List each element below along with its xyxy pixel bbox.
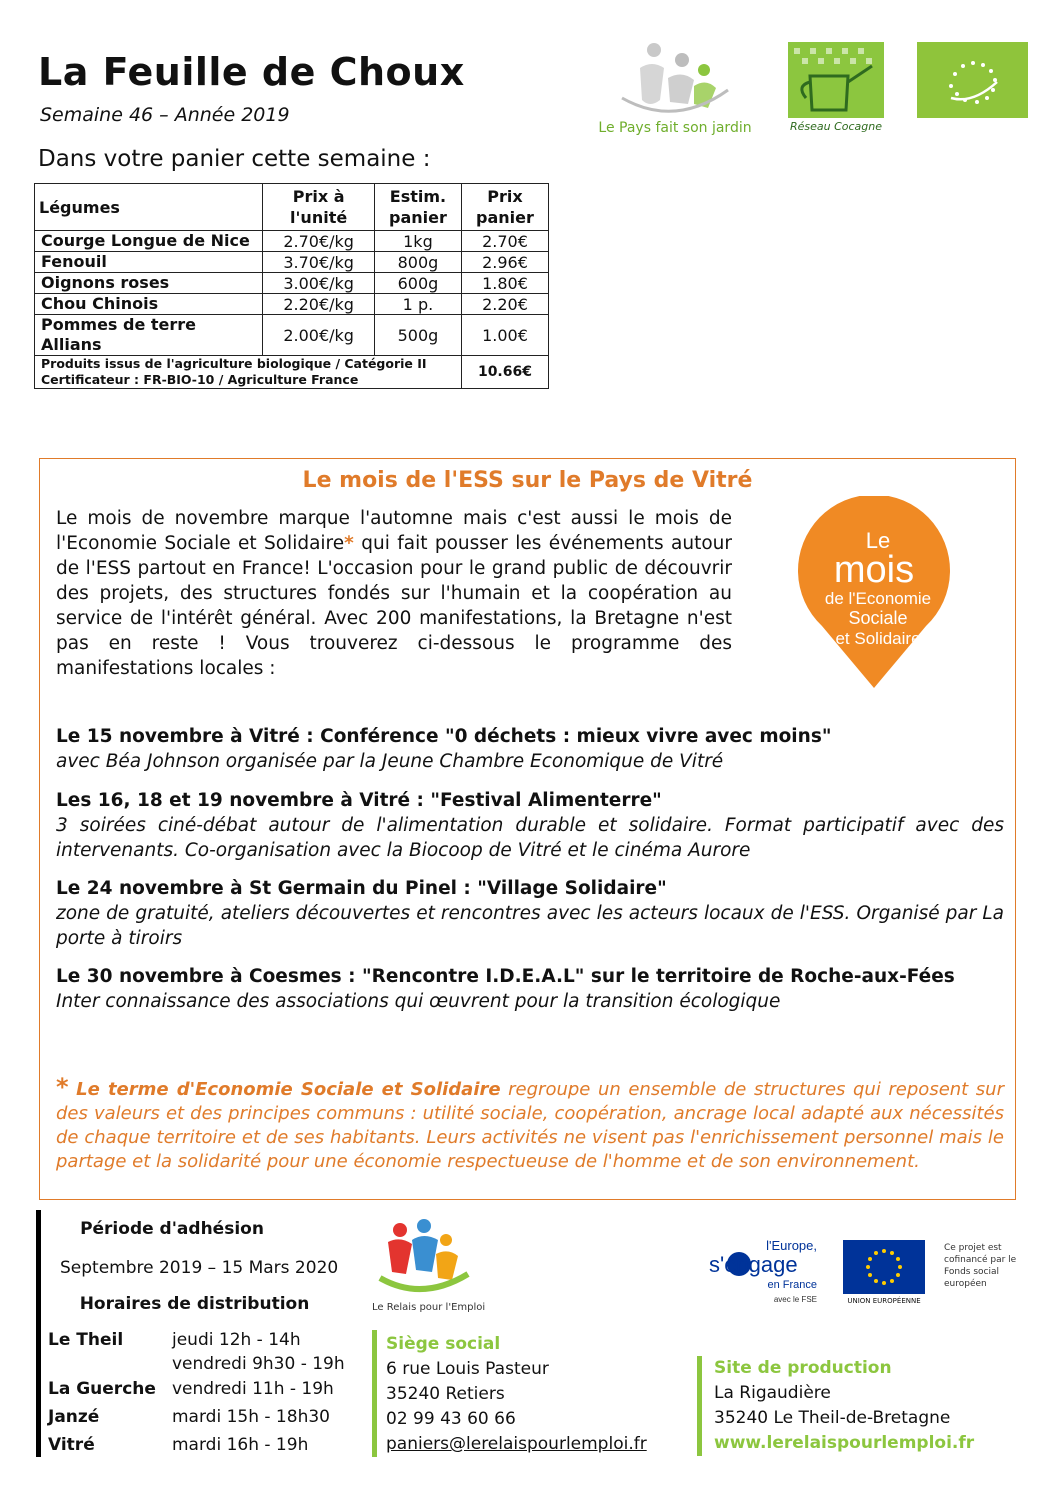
people-icon: [372, 1218, 482, 1302]
estimate: 800g: [374, 252, 461, 273]
page-title: La Feuille de Choux: [38, 50, 465, 94]
distribution-hours: mardi 16h - 19h: [172, 1435, 309, 1455]
distribution-title: Horaires de distribution: [79, 1294, 310, 1314]
gardeners-icon: [590, 38, 760, 120]
event-item: [56, 964, 1004, 1014]
siege-divider: [372, 1330, 377, 1457]
footer-divider: [36, 1210, 41, 1457]
distribution-row: [48, 1377, 334, 1401]
ess-intro-text: [56, 506, 732, 681]
head-office-city: 35240 Retiers: [386, 1384, 505, 1404]
adhesion-title: Période d'adhésion: [80, 1219, 264, 1239]
mois-ess-logo-mois: mois: [833, 549, 915, 591]
unit-price: 2.20€/kg: [263, 294, 375, 315]
distribution-hours: vendredi 11h - 19h: [172, 1379, 334, 1399]
relais-logo-caption: Le Relais pour l'Emploi: [372, 1302, 486, 1313]
event-heading: Le 15 novembre à Vitré : Conférence "0 déchets : mieux vivre avec moins": [56, 726, 832, 747]
distribution-hours-line: jeudi 12h - 14h: [172, 1330, 301, 1350]
europe-logo-line-2: s'engage: [709, 1252, 798, 1277]
col-header-unit-price: Prix à l'unité: [263, 184, 375, 231]
head-office-block: [386, 1332, 647, 1457]
unit-price: 2.00€/kg: [263, 315, 375, 356]
europe-logo-line-1: l'Europe,: [766, 1238, 817, 1253]
event-description: avec Béa Johnson organisée par la Jeune Chambre Economique de Vitré: [56, 751, 724, 772]
eu-flag-logo: [843, 1240, 925, 1304]
mois-ess-logo-line-1: de l'Economie: [824, 589, 932, 608]
unit-price: 3.00€/kg: [263, 273, 375, 294]
event-item: [56, 788, 1004, 863]
estimate: 1 p.: [374, 294, 461, 315]
europe-logo-line-3: en France: [767, 1279, 817, 1291]
production-site-block: [714, 1356, 974, 1456]
distribution-place: Janzé: [48, 1407, 100, 1427]
table-row: [35, 252, 549, 273]
asterisk-marker: *: [344, 533, 354, 554]
event-item: [56, 724, 1004, 774]
unit-price: 2.70€/kg: [263, 231, 375, 252]
vegetable-name: Courge Longue de Nice: [35, 231, 263, 252]
asterisk-marker: *: [56, 1073, 69, 1101]
basket-price: 1.00€: [461, 315, 548, 356]
reseau-cocagne-logo: [788, 42, 884, 138]
vegetable-name: Fenouil: [35, 252, 263, 273]
distribution-hours-line: vendredi 9h30 - 19h: [172, 1354, 345, 1374]
eu-caption: UNION EUROPÉENNE: [847, 1297, 921, 1305]
basket-price: 2.20€: [461, 294, 548, 315]
production-site-place: La Rigaudière: [714, 1383, 831, 1403]
ess-intro-part-1: Le mois de novembre marque l'automne mais c'est aussi le mois de l'Economie Sociale et Solidaire: [56, 508, 732, 554]
certification-note: [35, 356, 462, 389]
estimate: 500g: [374, 315, 461, 356]
head-office-phone: 02 99 43 60 66: [386, 1409, 516, 1429]
distribution-place: La Guerche: [48, 1379, 156, 1399]
basket-total: 10.66€: [461, 356, 548, 389]
issue-subtitle: Semaine 46 – Année 2019: [40, 104, 290, 126]
pays-logo-caption: Le Pays fait son jardin: [598, 120, 752, 136]
event-heading: Le 24 novembre à St Germain du Pinel : "Village Solidaire": [56, 878, 667, 899]
distribution-row: [48, 1405, 330, 1429]
table-row: [35, 273, 549, 294]
email-link[interactable]: paniers@lerelaispourlemploi.fr: [386, 1434, 647, 1454]
fse-cofinance-text: Ce projet est cofinancé par le Fonds social européen: [944, 1243, 1017, 1289]
production-site-label: Site de production: [714, 1358, 892, 1378]
unit-price: 3.70€/kg: [263, 252, 375, 273]
head-office-street: 6 rue Louis Pasteur: [386, 1359, 549, 1379]
distribution-hours: [172, 1328, 345, 1376]
event-description: zone de gratuité, ateliers découvertes et rencontres avec les acteurs locaux de l'ESS. Organisé par La porte à tiroirs: [56, 903, 1004, 949]
distribution-place: Le Theil: [48, 1330, 124, 1350]
basket-price: 2.96€: [461, 252, 548, 273]
footnote-text: regroupe un ensemble de structures qui reposent sur des valeurs et des principes communs : utilité sociale, coopération, ancrage local adapté aux nécessités de chaque territoire et de ses habitants. Leurs activités ne visent pas l'enrichissement personnel mais le partage et la solidarité pour une économie respectueuse de l'homme et de son environnement.: [56, 1079, 1004, 1172]
estimate: 1kg: [374, 231, 461, 252]
site-divider: [697, 1356, 702, 1456]
event-description: Inter connaissance des associations qui œuvrent pour la transition écologique: [56, 991, 781, 1012]
event-description: 3 soirées ciné-débat autour de l'alimentation durable et solidaire. Format participatif avec des intervenants. Co-organisation avec la Biocoop de Vitré et le cinéma Aurore: [56, 815, 1004, 861]
pays-jardin-logo: [590, 38, 760, 140]
distribution-row: [48, 1328, 345, 1376]
distribution-place: Vitré: [48, 1435, 95, 1455]
distribution-hours: mardi 15h - 18h30: [172, 1407, 330, 1427]
event-item: [56, 876, 1004, 951]
vegetable-name: Pommes de terre Allians: [35, 315, 263, 356]
europe-engage-logo: [705, 1238, 825, 1308]
mois-ess-logo-line-2: Sociale: [848, 608, 908, 628]
europe-engage-icon: [705, 1238, 825, 1308]
table-row: [35, 294, 549, 315]
vegetable-name: Chou Chinois: [35, 294, 263, 315]
basket-heading: Dans votre panier cette semaine :: [38, 146, 431, 172]
certification-line-2: Certificateur : FR-BIO-10 / Agriculture France: [41, 372, 359, 387]
col-header-vegetables: Légumes: [35, 184, 263, 231]
europe-logo-line-4: avec le FSE: [773, 1295, 817, 1304]
ess-intro-part-2: qui fait pousser les événements autour de l'ESS partout en France! L'occasion pour le grand public de découvrir des projets, des structures fondés sur l'humain et la coopération au service de l'intérêt général. Avec 200 manifestations, la Bretagne n'est pas en reste ! Vous trouverez ci-dessous le programme des manifestations locales :: [56, 533, 732, 679]
table-row: [35, 315, 549, 356]
organic-leaf-icon: [917, 42, 1028, 118]
event-heading: Le 30 novembre à Coesmes : "Rencontre I.D.E.A.L" sur le territoire de Roche-aux-Fées: [56, 966, 955, 987]
eu-organic-logo: [917, 42, 1028, 118]
reseau-logo-caption: Réseau Cocagne: [789, 120, 883, 133]
footnote-term: Le terme d'Economie Sociale et Solidaire: [76, 1079, 501, 1100]
ess-section-title: Le mois de l'ESS sur le Pays de Vitré: [302, 468, 753, 493]
eu-flag-icon: [843, 1240, 925, 1294]
event-heading: Les 16, 18 et 19 novembre à Vitré : "Festival Alimenterre": [56, 790, 662, 811]
basket-price: 2.70€: [461, 231, 548, 252]
ess-definition-note: [56, 1075, 1004, 1174]
basket-price: 1.80€: [461, 273, 548, 294]
certification-line-1: Produits issus de l'agriculture biologique / Catégorie II: [41, 356, 427, 371]
mois-ess-logo-le: Le: [865, 528, 891, 553]
vegetable-name: Oignons roses: [35, 273, 263, 294]
location-pin-icon: [774, 496, 974, 696]
adhesion-period: Septembre 2019 – 15 Mars 2020: [60, 1258, 339, 1278]
col-header-estimate: Estim. panier: [374, 184, 461, 231]
production-site-city: 35240 Le Theil-de-Bretagne: [714, 1408, 951, 1428]
mois-ess-logo-line-3: et Solidaire: [835, 629, 921, 648]
estimate: 600g: [374, 273, 461, 294]
vegetable-table: [34, 183, 549, 389]
table-header-row: [35, 184, 549, 231]
table-row: [35, 231, 549, 252]
website-link[interactable]: www.lerelaispourlemploi.fr: [714, 1433, 975, 1453]
col-header-basket-price: Prix panier: [461, 184, 548, 231]
distribution-row: [48, 1433, 308, 1457]
watering-can-icon: [788, 42, 884, 118]
mois-ess-logo: [774, 496, 974, 696]
table-footer-row: [35, 356, 549, 389]
head-office-label: Siège social: [386, 1334, 501, 1354]
relais-emploi-logo: [372, 1218, 486, 1318]
